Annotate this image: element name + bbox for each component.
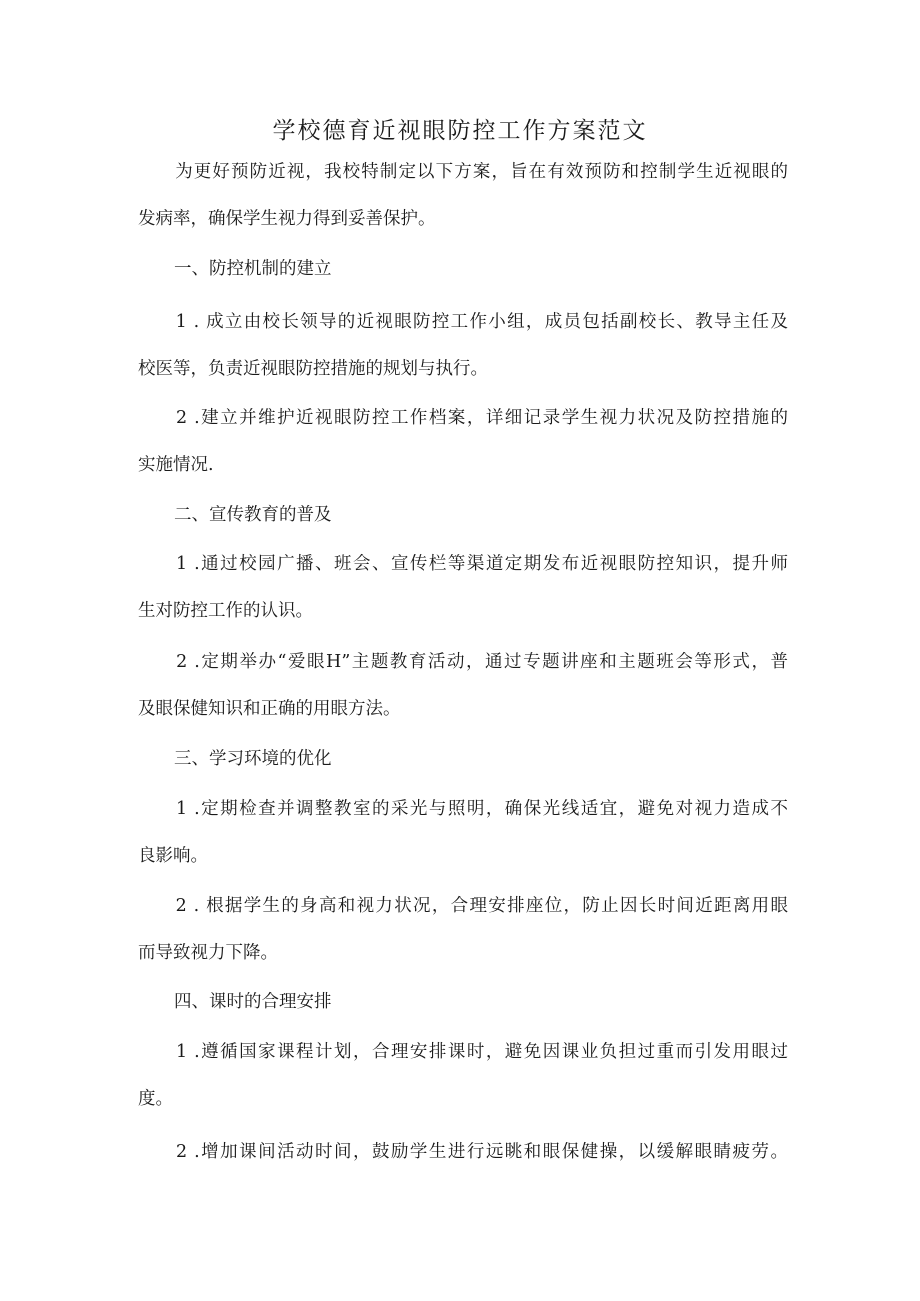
paragraph-line: 及眼保健知识和正确的用眼方法。 <box>138 699 401 719</box>
paragraph-line: 实施情况. <box>138 455 214 475</box>
paragraph-line: 生对防控工作的认识。 <box>138 601 313 621</box>
paragraph-line: 2 . 根据学生的身高和视力状况，合理安排座位，防止因长时间近距离用眼 <box>138 896 788 916</box>
paragraph-line: 1 .通过校园广播、班会、宣传栏等渠道定期发布近视眼防控知识，提升师 <box>138 554 788 574</box>
section-4-item-1 <box>138 1040 788 1111</box>
paragraph-line: 2 .增加课间活动时间，鼓励学生进行远眺和眼保健操，以缓解眼睛疲劳。 <box>138 1142 788 1162</box>
section-1-item-1 <box>138 310 788 381</box>
paragraph-line: 1 .遵循国家课程计划，合理安排课时，避免因课业负担过重而引发用眼过 <box>138 1042 788 1062</box>
paragraph-line: 发病率，确保学生视力得到妥善保护。 <box>138 209 436 229</box>
section-3-item-2 <box>138 894 788 965</box>
paragraph-line: 而导致视力下降。 <box>138 943 278 963</box>
paragraph-line: 为更好预防近视，我校特制定以下方案，旨在有效预防和控制学生近视眼的 <box>138 162 788 182</box>
paragraph-line: 校医等，负责近视眼防控措施的规划与执行。 <box>138 359 488 379</box>
paragraph-line: 良影响。 <box>138 846 208 866</box>
paragraph-line: 1 . 成立由校长领导的近视眼防控工作小组，成员包括副校长、教导主任及 <box>138 312 788 332</box>
paragraph-line: 度。 <box>138 1089 173 1109</box>
section-heading-4: 四、课时的合理安排 <box>174 992 332 1012</box>
paragraph-line: 2 .定期举办“爱眼H”主题教育活动，通过专题讲座和主题班会等形式，普 <box>138 652 788 672</box>
section-2-item-1 <box>138 552 788 623</box>
document-title: 学校德育近视眼防控工作方案范文 <box>272 118 648 144</box>
paragraph-line: 1 .定期检查并调整教室的采光与照明，确保光线适宜，避免对视力造成不 <box>138 799 788 819</box>
section-heading-3: 三、学习环境的优化 <box>174 749 332 769</box>
section-heading-1: 一、防控机制的建立 <box>174 259 332 279</box>
section-2-item-2 <box>138 650 788 721</box>
section-3-item-1 <box>138 797 788 868</box>
paragraph-line: 2 .建立并维护近视眼防控工作档案，详细记录学生视力状况及防控措施的 <box>138 408 788 428</box>
section-heading-2: 二、宣传教育的普及 <box>174 505 332 525</box>
section-4-item-2 <box>138 1140 788 1164</box>
intro-paragraph <box>138 160 788 231</box>
section-1-item-2 <box>138 406 788 477</box>
